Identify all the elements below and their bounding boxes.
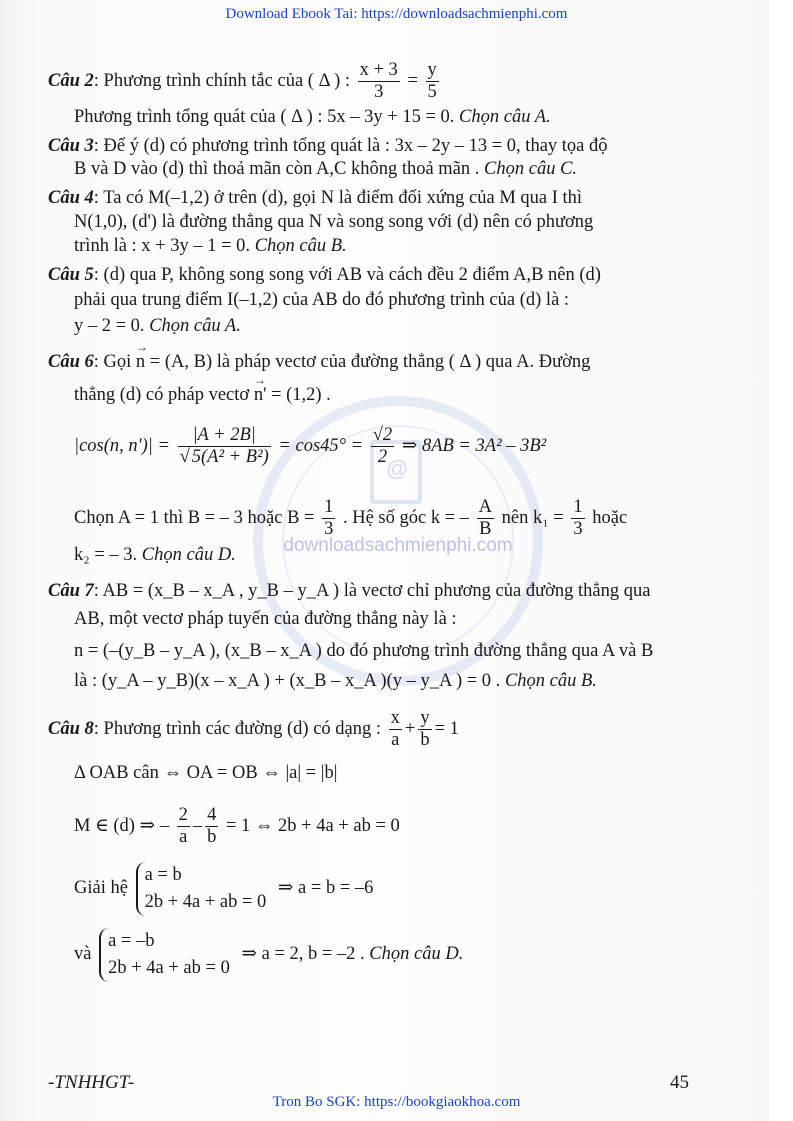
q4-answer: Chọn câu B.: [254, 236, 347, 256]
q6-label: Câu 6: [48, 352, 94, 372]
q6-formula-num: |A + 2B|: [178, 425, 271, 447]
q6-formula-mid: = cos45° =: [278, 436, 364, 457]
q6-l1a: : Gọi: [93, 352, 136, 372]
q8-label: Câu 8: [48, 719, 94, 740]
q4-line1-text: : Ta có M(–1,2) ở trên (d), gọi N là điểm đối xứng của M qua I thì: [93, 188, 583, 208]
q6-frac-k1-num: 1: [571, 497, 584, 519]
q2-num1: x + 3: [358, 60, 400, 82]
at-sign-icon: @: [386, 456, 409, 481]
q8-frac-x: [389, 708, 402, 752]
q6-l2b: = (1,2) .: [266, 385, 331, 405]
q3-line2: [74, 160, 577, 179]
header-download-link[interactable]: Download Ebook Tai: https://downloadsachmienphi.com: [225, 6, 568, 22]
q8-s1a: a = b: [144, 865, 182, 885]
q6-answer: Chọn câu D.: [141, 545, 236, 565]
q3-line2-text: B và D vào (d) thì thoả mãn còn A,C không thoả mãn .: [74, 159, 485, 179]
q8-fa: a: [391, 730, 400, 751]
q6-line5: [74, 546, 236, 565]
q8-fy: y: [418, 708, 431, 730]
q8-l5a: và: [74, 944, 92, 965]
q8-da: a: [179, 827, 188, 848]
q8-answer: Chọn câu D.: [369, 944, 464, 965]
q6-frac-k-den: B: [479, 519, 492, 540]
q3-answer: Chọn câu C.: [484, 159, 578, 179]
q8-system1: [136, 862, 271, 916]
q8-frac-y: [418, 708, 431, 752]
q8-line5: [74, 928, 463, 982]
q5-line1-text: : (d) qua P, không song song với AB và cách đều 2 điểm A,B nên (d): [93, 265, 601, 285]
q2-fraction-x: [358, 60, 400, 104]
q5-line3: [74, 317, 241, 336]
q6-l4c: nên k₁ =: [501, 508, 564, 529]
q6-frac-b-den: 3: [324, 519, 334, 540]
q8-minus: –: [192, 816, 203, 837]
q8-db: b: [207, 827, 217, 848]
q8-line4: [74, 862, 373, 916]
q6-formula-den-wrap: √ 5(A² + B²): [179, 447, 269, 468]
q2-line2: [74, 108, 551, 127]
q8-s1b: 2b + 4a + ab = 0: [144, 891, 267, 912]
q8-n2: 2: [177, 805, 190, 827]
q7-l2: AB, một vectơ pháp tuyến của đường thẳng này là :: [74, 609, 457, 629]
q7-line4: [74, 672, 597, 691]
q2-num2: y: [426, 60, 439, 82]
q8-l1: : Phương trình các đường (d) có dạng :: [93, 719, 382, 740]
q2-den2: 5: [427, 82, 437, 103]
q7-l4: là : (y_A – y_B)(x – x_A ) + (x_B – x_A )(y – y_A ) = 0 .: [74, 671, 505, 691]
q6-frac-k: [477, 497, 494, 541]
q8-l2: Δ OAB cân ⇔ OA = OB ⇔ |a| = |b|: [74, 763, 338, 783]
q6-frac-b-num: 1: [322, 497, 335, 519]
q8-n4: 4: [205, 805, 218, 827]
q6-formula-den: 5(A² + B²): [191, 447, 269, 468]
q6-formula-fraction: [178, 425, 271, 469]
q6-line4: [74, 497, 627, 541]
q6-formula-den2: 2: [377, 447, 388, 468]
q5-line2-text: phải qua trung điểm I(–1,2) của AB do đó phương trình của (d) là :: [74, 290, 570, 310]
q4-line2-text: N(1,0), (d') là đường thẳng qua N và song song với (d) nên có phương: [74, 212, 594, 232]
q8-fx: x: [389, 708, 402, 730]
q6-line1: [48, 353, 590, 372]
q4-line3: [74, 237, 347, 256]
q4-line3-text: trình là : x + 3y – 1 = 0.: [74, 236, 255, 256]
q7-line2: [74, 610, 457, 629]
q5-answer: Chọn câu A.: [149, 316, 241, 336]
q8-line3: [74, 805, 400, 849]
q6-frac-k1-den: 3: [573, 519, 583, 540]
q6-l4b: . Hệ số góc k = –: [342, 508, 470, 529]
q6-vector-n-prime: → n': [254, 386, 267, 405]
q2-text: : Phương trình chính tắc của ( Δ ) :: [93, 71, 350, 92]
q7-line1: [48, 582, 650, 601]
q5-label: Câu 5: [48, 265, 94, 285]
q2-line1: [48, 60, 442, 104]
footer-left: -TNHHGT-: [48, 1072, 135, 1093]
q6-formula: [74, 425, 546, 469]
q7-l3: n = (–(y_B – y_A ), (x_B – x_A ) do đó phương trình đường thẳng qua A và B: [74, 641, 654, 661]
q8-s2a: a = –b: [108, 931, 155, 951]
q5-line3-text: y – 2 = 0.: [74, 316, 150, 336]
q6-formula-lhs: |cos(n, n')| =: [74, 436, 170, 457]
q5-line2: [74, 291, 569, 310]
q6-l4a: Chọn A = 1 thì B = – 3 hoặc B =: [74, 508, 315, 529]
q8-l3a: M ∈ (d) ⇒ –: [74, 816, 169, 837]
q8-fb: b: [420, 730, 430, 751]
q8-l3b: = 1 ⇔ 2b + 4a + ab = 0: [225, 816, 400, 837]
q4-line1: [48, 189, 582, 208]
q7-l1: : AB = (x_B – x_A , y_B – y_A ) là vectơ chỉ phương của đường thẳng qua: [93, 581, 651, 601]
watermark-text: downloadsachmienphi.com: [283, 535, 513, 556]
q2-label: Câu 2: [48, 71, 94, 92]
q8-frac-2a: [177, 805, 190, 849]
page-number: 45: [670, 1072, 689, 1093]
q8-plus: +: [404, 719, 416, 740]
q6-l4e: hoặc: [592, 508, 628, 529]
q8-system2: [99, 928, 234, 982]
q5-line1: [48, 266, 601, 285]
q2-den1: 3: [374, 82, 384, 103]
q7-line3: [74, 642, 653, 661]
q8-eq1: = 1: [434, 719, 459, 740]
q6-line2: [74, 386, 331, 405]
q3-line1-text: : Để ý (d) có phương trình tổng quát là : 3x – 2y – 13 = 0, thay tọa độ: [93, 136, 608, 156]
q6-frac-b: [322, 497, 335, 541]
q6-l1b: = (A, B) là pháp vectơ của đường thẳng ( Δ ) qua A. Đường: [145, 352, 591, 372]
q6-l2a: thẳng (d) có pháp vectơ: [74, 385, 254, 405]
q4-line2: [74, 213, 593, 232]
footer-download-link[interactable]: Tron Bo SGK: https://bookgiaokhoa.com: [272, 1094, 521, 1110]
q2-line2-text: Phương trình tổng quát của ( Δ ) : 5x – 3y + 15 = 0.: [74, 107, 460, 127]
q2-eq: =: [407, 71, 418, 92]
q2-answer: Chọn câu A.: [459, 107, 551, 127]
q6-vector-n: → n: [136, 353, 145, 372]
q7-label: Câu 7: [48, 581, 94, 601]
q6-formula-rhs: ⇒ 8AB = 3A² – 3B²: [401, 436, 547, 457]
q4-label: Câu 4: [48, 188, 94, 208]
page-edge: [770, 0, 793, 1121]
q8-l5b: ⇒ a = 2, b = –2 .: [241, 944, 370, 965]
q7-answer: Chọn câu B.: [504, 671, 597, 691]
q3-line1: [48, 137, 608, 156]
q6-formula-num2: √2: [371, 425, 394, 447]
q8-line2: [74, 764, 337, 783]
q8-s2b: 2b + 4a + ab = 0: [108, 957, 230, 978]
q2-fraction-y: [426, 60, 439, 104]
q6-formula-fraction2: [371, 425, 394, 469]
q6-frac-k-num: A: [477, 497, 494, 519]
q6-l5: k₂ = – 3.: [74, 545, 142, 565]
q6-frac-k1: [571, 497, 584, 541]
q8-l4b: ⇒ a = b = –6: [277, 878, 374, 899]
q8-line1: [48, 708, 459, 752]
q8-frac-4b: [205, 805, 218, 849]
q3-label: Câu 3: [48, 136, 94, 156]
q8-l4a: Giải hệ: [74, 878, 128, 899]
